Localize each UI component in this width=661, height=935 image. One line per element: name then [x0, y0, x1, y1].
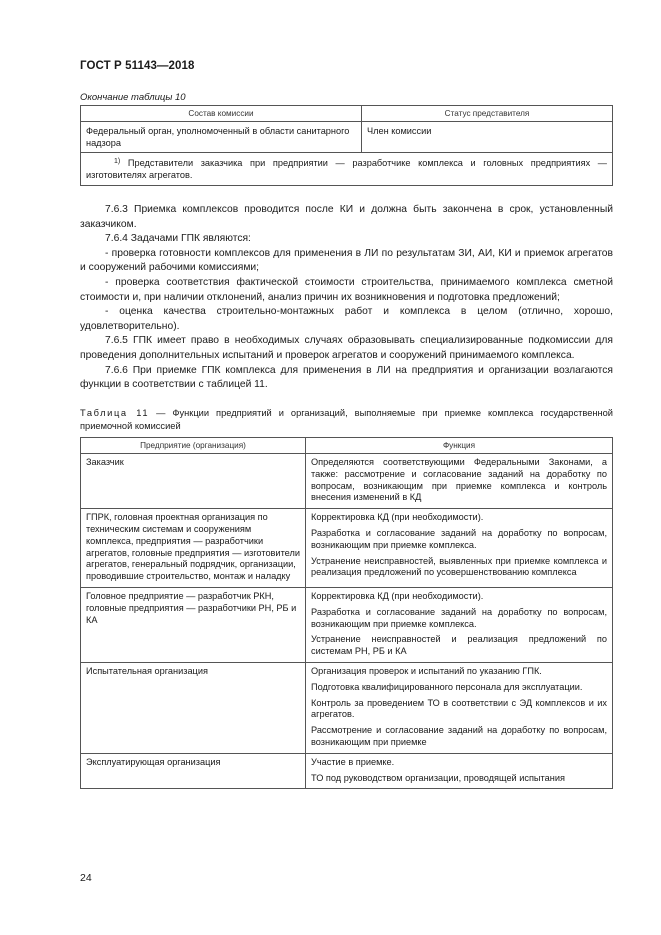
- table11-function-cell: [306, 662, 613, 753]
- table10-header-row: [81, 106, 613, 122]
- table11-col-function: Функция: [306, 438, 613, 454]
- table11-function-cell: [306, 753, 613, 789]
- table11-org-cell: Испытательная организация: [81, 662, 306, 753]
- function-item: ТО под руководством организации, проводящей испытания: [311, 772, 565, 783]
- table10-continuation-caption: Окончание таблицы 10: [80, 92, 186, 103]
- table11-header-row: [81, 438, 613, 454]
- table-row: [81, 587, 613, 662]
- function-item: Устранение неисправностей, выявленных при приемке комплекса и реализация предложений по усовершенствованию комплекса: [311, 555, 607, 578]
- function-item: Организация проверок и испытаний по указанию ГПК.: [311, 665, 542, 676]
- list-item: - оценка качества строительно-монтажных работ и комплекса в целом (отлично, хорошо, удовлетворительно).: [80, 306, 613, 332]
- function-item: Определяются соответствующими Федеральными Законами, а также: рассмотрение и согласование заданий на доработку по вопросам, возникающим при приемке комплекса и контроль внесения изменений в КД: [311, 457, 607, 503]
- paragraph: 7.6.5 ГПК имеет право в необходимых случаях образовывать специализированные подкомиссии для проведения дополнительных испытаний и проверок агрегатов и сооружений принимаемого комплекса.: [80, 335, 613, 361]
- table-row: [81, 454, 613, 509]
- function-item: Корректировка КД (при необходимости).: [311, 590, 484, 601]
- table10-col-status: Статус представителя: [362, 106, 613, 122]
- table11-caption-text: — Функции предприятий и организаций, выполняемые при приемке комплекса государственной приемочной комиссией: [80, 408, 613, 431]
- page-number: 24: [80, 872, 92, 884]
- table11-caption-label: Таблица 11: [80, 408, 150, 418]
- paragraph: 7.6.4 Задачами ГПК являются:: [105, 233, 251, 245]
- function-item: Устранение неисправностей и реализация предложений по системам РН, РБ и КА: [311, 634, 607, 657]
- table10-cell-composition: Федеральный орган, уполномоченный в области санитарного надзора: [81, 122, 362, 153]
- table11-caption: [80, 407, 613, 432]
- table-row: [81, 122, 613, 153]
- list-item: - проверка готовности комплексов для применения в ЛИ по результатам ЗИ, АИ, КИ и приемок агрегатов и сооружений рабочими комиссиями;: [80, 247, 613, 274]
- table10-col-composition: Состав комиссии: [81, 106, 362, 122]
- table11-function-cell: [306, 454, 613, 509]
- table-10: [80, 105, 613, 186]
- table11-org-cell: ГПРК, головная проектная организация по техническим системам и сооружениям комплекса, предприятия — разработчики агрегатов, головные предприятия — изготовители агрегатов, генеральный подрядчик, организации, проводившие строительство, монтаж и наладку: [81, 509, 306, 588]
- footnote-mark: 1): [114, 158, 121, 165]
- function-item: Контроль за проведением ТО в соответствии с ЭД комплексов и их агрегатов.: [311, 697, 607, 720]
- table11-function-cell: [306, 587, 613, 662]
- function-item: Подготовка квалифицированного персонала для эксплуатации.: [311, 681, 583, 692]
- table-row: [81, 753, 613, 789]
- table10-cell-status: Член комиссии: [362, 122, 613, 153]
- table-11: [80, 437, 613, 789]
- table11-org-cell: Заказчик: [81, 454, 306, 509]
- footnote-text: Представители заказчика при предприятии — разработчике комплекса и головных предприятиях — изготовителях агрегатов.: [86, 158, 607, 180]
- document-code-header: ГОСТ Р 51143—2018: [80, 60, 195, 72]
- function-item: Участие в приемке.: [311, 756, 395, 767]
- table11-org-cell: Эксплуатирующая организация: [81, 753, 306, 789]
- table-row: [81, 662, 613, 753]
- function-item: Рассмотрение и согласование заданий на доработку по вопросам, возникающим при приемке: [311, 725, 607, 747]
- table11-function-cell: [306, 509, 613, 588]
- paragraph: 7.6.3 Приемка комплексов проводится после КИ и должна быть закончена в срок, установленный заказчиком.: [80, 204, 613, 230]
- table11-col-org: Предприятие (организация): [81, 438, 306, 454]
- function-item: Разработка и согласование заданий на доработку по вопросам, возникающим при приемке комплекса.: [311, 606, 607, 629]
- section-7-6-text: [80, 203, 613, 393]
- table10-footnote-row: [81, 153, 613, 186]
- list-item: - проверка соответствия фактической стоимости строительства, принимаемого комплекса сметной стоимости и, при наличии отклонений, анализ причин их возникновения и подготовка предложений;: [80, 276, 613, 303]
- table-row: [81, 509, 613, 588]
- paragraph: 7.6.6 При приемке ГПК комплекса для применения в ЛИ на предприятия и организации возлагаются функции в соответствии с таблицей 11.: [80, 364, 613, 391]
- function-item: Корректировка КД (при необходимости).: [311, 512, 484, 523]
- table11-org-cell: Головное предприятие — разработчик РКН, головные предприятия — разработчики РН, РБ и КА: [81, 587, 306, 662]
- table10-footnote: [81, 153, 613, 186]
- function-item: Разработка и согласование заданий на доработку по вопросам, возникающим при приемке комплекса.: [311, 527, 607, 550]
